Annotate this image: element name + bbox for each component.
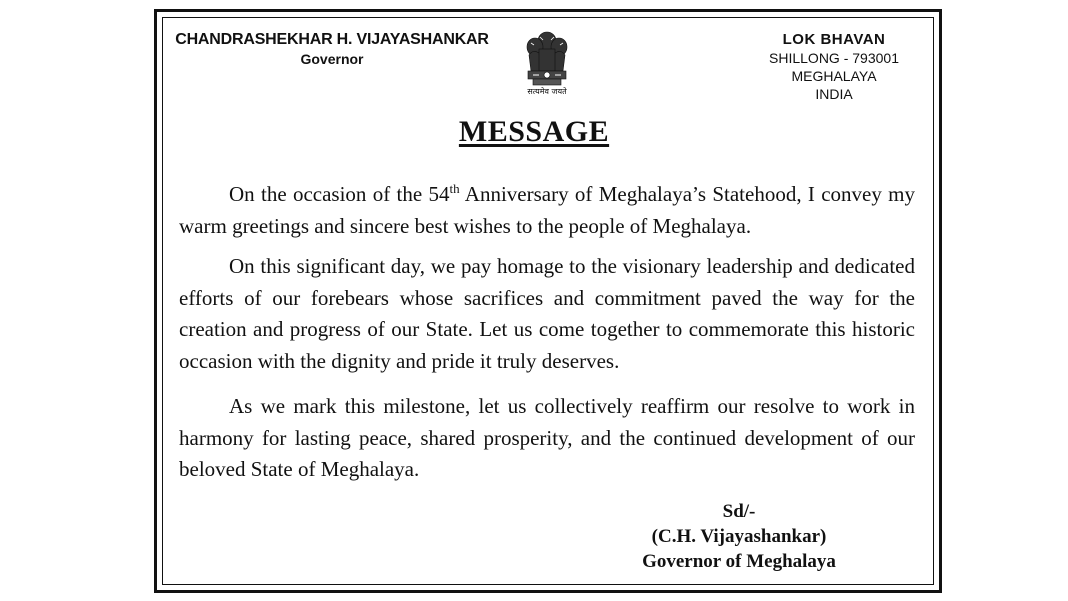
paragraph-1-end: Anniversary of Meghalaya’s Statehood, I convey my warm greetings and sincere best wishes to the people of Meghalaya. <box>179 182 915 238</box>
address-line: INDIA <box>815 86 853 102</box>
governor-designation: Governor <box>300 51 364 67</box>
governor-name: CHANDRASHEKHAR H. VIJAYASHANKAR <box>175 31 489 48</box>
emblem-motto: सत्यमेव जयते <box>527 87 567 96</box>
paragraph-3-text: As we mark this milestone, let us collectively reaffirm our resolve to work in harmony for lasting peace, shared prosperity, and the continued development of our beloved State of Meghalaya. <box>179 394 915 481</box>
ordinal-suffix: th <box>449 181 460 196</box>
message-heading: MESSAGE <box>458 115 610 148</box>
sender-block <box>166 31 498 67</box>
signature-block <box>600 499 878 574</box>
signature-mark: Sd/- <box>722 501 756 522</box>
address-line: MEGHALAYA <box>791 68 877 84</box>
message-paragraph-1 <box>179 173 915 242</box>
paragraph-1-start: On the occasion of the 54 <box>229 182 450 206</box>
signatory-title: Governor of Meghalaya <box>642 551 836 572</box>
address-line: SHILLONG - 793001 <box>769 50 899 66</box>
national-emblem-icon <box>519 27 575 99</box>
message-paragraph-3 <box>179 391 915 486</box>
signatory-name: (C.H. Vijayashankar) <box>651 526 827 547</box>
paragraph-2-text: On this significant day, we pay homage to the visionary leadership and dedicated efforts of our forebears whose sacrifices and commitment paved the way for the creation and progress of our State. Let us come together to commemorate this historic occasion with the dignity and pride it truly deserves. <box>179 254 915 373</box>
address-block <box>740 31 928 103</box>
address-line: LOK BHAVAN <box>782 31 886 48</box>
message-paragraph-2 <box>179 251 915 377</box>
